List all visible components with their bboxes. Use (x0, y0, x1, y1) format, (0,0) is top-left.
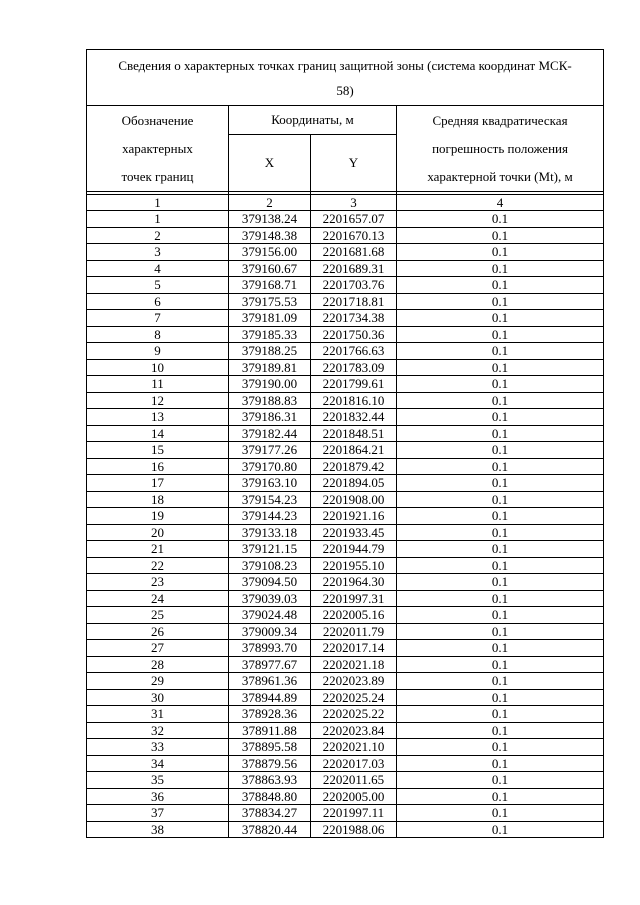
table-row (87, 574, 604, 591)
error-value-cell: 0.1 (397, 640, 604, 657)
point-number-cell: 33 (87, 739, 229, 756)
error-value-cell: 0.1 (397, 293, 604, 310)
x-coordinate-cell: 379189.81 (229, 359, 311, 376)
y-coordinate-cell: 2202011.79 (311, 623, 397, 640)
x-coordinate-cell: 378863.93 (229, 772, 311, 789)
error-value-cell: 0.1 (397, 722, 604, 739)
error-value-cell: 0.1 (397, 244, 604, 261)
x-coordinate-cell: 378911.88 (229, 722, 311, 739)
point-number-cell: 4 (87, 260, 229, 277)
error-value-cell: 0.1 (397, 673, 604, 690)
x-coordinate-cell: 378977.67 (229, 656, 311, 673)
error-value-cell: 0.1 (397, 343, 604, 360)
error-value-cell: 0.1 (397, 574, 604, 591)
x-coordinate-cell: 379188.83 (229, 392, 311, 409)
table-body (87, 50, 604, 838)
header-designation (87, 106, 229, 192)
point-number-cell: 30 (87, 689, 229, 706)
title-row (87, 50, 604, 106)
header-designation-line-1: Обозначение (121, 112, 194, 128)
y-coordinate-cell: 2202023.84 (311, 722, 397, 739)
x-coordinate-cell: 379170.80 (229, 458, 311, 475)
point-number-cell: 9 (87, 343, 229, 360)
x-coordinate-cell: 379160.67 (229, 260, 311, 277)
x-coordinate-cell: 379108.23 (229, 557, 311, 574)
point-number-cell: 13 (87, 409, 229, 426)
y-coordinate-cell: 2201908.00 (311, 491, 397, 508)
y-coordinate-cell: 2201933.45 (311, 524, 397, 541)
table-row (87, 359, 604, 376)
error-value-cell: 0.1 (397, 475, 604, 492)
table-row (87, 392, 604, 409)
point-number-cell: 22 (87, 557, 229, 574)
error-value-cell: 0.1 (397, 491, 604, 508)
table-row (87, 442, 604, 459)
x-coordinate-cell: 379188.25 (229, 343, 311, 360)
table-row (87, 788, 604, 805)
y-coordinate-cell: 2201944.79 (311, 541, 397, 558)
header-error-line-1: Средняя квадратическая (432, 112, 568, 128)
table-row (87, 772, 604, 789)
point-number-cell: 23 (87, 574, 229, 591)
table-row (87, 409, 604, 426)
error-value-cell: 0.1 (397, 277, 604, 294)
y-coordinate-cell: 2201750.36 (311, 326, 397, 343)
y-coordinate-cell: 2201864.21 (311, 442, 397, 459)
x-coordinate-cell: 378848.80 (229, 788, 311, 805)
error-value-cell: 0.1 (397, 425, 604, 442)
column-number: 1 (87, 195, 229, 211)
y-coordinate-cell: 2201921.16 (311, 508, 397, 525)
table-row (87, 244, 604, 261)
header-x: X (229, 135, 311, 192)
error-value-cell: 0.1 (397, 590, 604, 607)
point-number-cell: 37 (87, 805, 229, 822)
table-row (87, 805, 604, 822)
point-number-cell: 29 (87, 673, 229, 690)
x-coordinate-cell: 378928.36 (229, 706, 311, 723)
error-value-cell: 0.1 (397, 821, 604, 838)
x-coordinate-cell: 379175.53 (229, 293, 311, 310)
table-row (87, 326, 604, 343)
table-row (87, 722, 604, 739)
y-coordinate-cell: 2202017.03 (311, 755, 397, 772)
x-coordinate-cell: 378834.27 (229, 805, 311, 822)
x-coordinate-cell: 379156.00 (229, 244, 311, 261)
x-coordinate-cell: 378944.89 (229, 689, 311, 706)
x-coordinate-cell: 379121.15 (229, 541, 311, 558)
y-coordinate-cell: 2201703.76 (311, 277, 397, 294)
x-coordinate-cell: 379168.71 (229, 277, 311, 294)
header-y: Y (311, 135, 397, 192)
header-row-top (87, 106, 604, 135)
point-number-cell: 36 (87, 788, 229, 805)
error-value-cell: 0.1 (397, 508, 604, 525)
x-coordinate-cell: 379186.31 (229, 409, 311, 426)
error-value-cell: 0.1 (397, 623, 604, 640)
x-coordinate-cell: 379024.48 (229, 607, 311, 624)
table-row (87, 508, 604, 525)
point-number-cell: 18 (87, 491, 229, 508)
table-row (87, 821, 604, 838)
error-value-cell: 0.1 (397, 755, 604, 772)
error-value-cell: 0.1 (397, 458, 604, 475)
y-coordinate-cell: 2201799.61 (311, 376, 397, 393)
x-coordinate-cell: 379177.26 (229, 442, 311, 459)
x-coordinate-cell: 379144.23 (229, 508, 311, 525)
y-coordinate-cell: 2202021.18 (311, 656, 397, 673)
x-coordinate-cell: 378961.36 (229, 673, 311, 690)
error-value-cell: 0.1 (397, 442, 604, 459)
point-number-cell: 14 (87, 425, 229, 442)
point-number-cell: 5 (87, 277, 229, 294)
x-coordinate-cell: 379039.03 (229, 590, 311, 607)
y-coordinate-cell: 2201766.63 (311, 343, 397, 360)
table-row (87, 475, 604, 492)
table-row (87, 607, 604, 624)
error-value-cell: 0.1 (397, 656, 604, 673)
x-coordinate-cell: 379154.23 (229, 491, 311, 508)
table-row (87, 739, 604, 756)
error-value-cell: 0.1 (397, 260, 604, 277)
point-number-cell: 16 (87, 458, 229, 475)
point-number-cell: 32 (87, 722, 229, 739)
table-title (87, 50, 604, 106)
x-coordinate-cell: 378895.58 (229, 739, 311, 756)
y-coordinate-cell: 2202017.14 (311, 640, 397, 657)
table-row (87, 557, 604, 574)
y-coordinate-cell: 2201964.30 (311, 574, 397, 591)
table-row (87, 227, 604, 244)
y-coordinate-cell: 2201734.38 (311, 310, 397, 327)
point-number-cell: 28 (87, 656, 229, 673)
header-error (397, 106, 604, 192)
table-row (87, 623, 604, 640)
table-row (87, 656, 604, 673)
point-number-cell: 26 (87, 623, 229, 640)
table-row (87, 343, 604, 360)
y-coordinate-cell: 2201879.42 (311, 458, 397, 475)
error-value-cell: 0.1 (397, 376, 604, 393)
y-coordinate-cell: 2201670.13 (311, 227, 397, 244)
error-value-cell: 0.1 (397, 772, 604, 789)
error-value-cell: 0.1 (397, 359, 604, 376)
table-row (87, 310, 604, 327)
table-row (87, 524, 604, 541)
error-value-cell: 0.1 (397, 326, 604, 343)
x-coordinate-cell: 379094.50 (229, 574, 311, 591)
x-coordinate-cell: 378820.44 (229, 821, 311, 838)
table-title-line-1: Сведения о характерных точках границ защитной зоны (система координат МСК- (118, 57, 572, 73)
y-coordinate-cell: 2202025.24 (311, 689, 397, 706)
y-coordinate-cell: 2201848.51 (311, 425, 397, 442)
boundary-points-table (86, 49, 604, 838)
y-coordinate-cell: 2201689.31 (311, 260, 397, 277)
point-number-cell: 38 (87, 821, 229, 838)
x-coordinate-cell: 379133.18 (229, 524, 311, 541)
error-value-cell: 0.1 (397, 788, 604, 805)
x-coordinate-cell: 378879.56 (229, 755, 311, 772)
x-coordinate-cell: 379182.44 (229, 425, 311, 442)
table-title-line-2: 58) (336, 82, 354, 98)
point-number-cell: 24 (87, 590, 229, 607)
point-number-cell: 7 (87, 310, 229, 327)
y-coordinate-cell: 2201894.05 (311, 475, 397, 492)
error-value-cell: 0.1 (397, 227, 604, 244)
y-coordinate-cell: 2201681.68 (311, 244, 397, 261)
y-coordinate-cell: 2201988.06 (311, 821, 397, 838)
error-value-cell: 0.1 (397, 557, 604, 574)
x-coordinate-cell: 379181.09 (229, 310, 311, 327)
table-row (87, 376, 604, 393)
table-row (87, 260, 604, 277)
point-number-cell: 1 (87, 211, 229, 228)
error-value-cell: 0.1 (397, 310, 604, 327)
point-number-cell: 20 (87, 524, 229, 541)
error-value-cell: 0.1 (397, 706, 604, 723)
y-coordinate-cell: 2201718.81 (311, 293, 397, 310)
table-row (87, 425, 604, 442)
error-value-cell: 0.1 (397, 392, 604, 409)
table-row (87, 491, 604, 508)
error-value-cell: 0.1 (397, 739, 604, 756)
y-coordinate-cell: 2202005.00 (311, 788, 397, 805)
error-value-cell: 0.1 (397, 524, 604, 541)
y-coordinate-cell: 2202023.89 (311, 673, 397, 690)
y-coordinate-cell: 2202005.16 (311, 607, 397, 624)
column-number: 2 (229, 195, 311, 211)
y-coordinate-cell: 2201816.10 (311, 392, 397, 409)
point-number-cell: 19 (87, 508, 229, 525)
point-number-cell: 15 (87, 442, 229, 459)
header-error-line-3: характерной точки (Mt), м (427, 168, 573, 184)
x-coordinate-cell: 379190.00 (229, 376, 311, 393)
table-row (87, 293, 604, 310)
point-number-cell: 17 (87, 475, 229, 492)
error-value-cell: 0.1 (397, 805, 604, 822)
point-number-cell: 34 (87, 755, 229, 772)
y-coordinate-cell: 2201955.10 (311, 557, 397, 574)
error-value-cell: 0.1 (397, 409, 604, 426)
column-number: 4 (397, 195, 604, 211)
error-value-cell: 0.1 (397, 541, 604, 558)
y-coordinate-cell: 2202025.22 (311, 706, 397, 723)
point-number-cell: 12 (87, 392, 229, 409)
table-row (87, 689, 604, 706)
table-row (87, 458, 604, 475)
header-designation-line-3: точек границ (121, 168, 194, 184)
x-coordinate-cell: 378993.70 (229, 640, 311, 657)
y-coordinate-cell: 2202011.65 (311, 772, 397, 789)
x-coordinate-cell: 379185.33 (229, 326, 311, 343)
point-number-cell: 35 (87, 772, 229, 789)
table-row (87, 755, 604, 772)
point-number-cell: 25 (87, 607, 229, 624)
column-number: 3 (311, 195, 397, 211)
y-coordinate-cell: 2201657.07 (311, 211, 397, 228)
point-number-cell: 2 (87, 227, 229, 244)
point-number-cell: 11 (87, 376, 229, 393)
table-row (87, 590, 604, 607)
x-coordinate-cell: 379009.34 (229, 623, 311, 640)
table-row (87, 706, 604, 723)
y-coordinate-cell: 2201832.44 (311, 409, 397, 426)
error-value-cell: 0.1 (397, 689, 604, 706)
point-number-cell: 8 (87, 326, 229, 343)
column-numbers-row (87, 195, 604, 211)
point-number-cell: 6 (87, 293, 229, 310)
header-coordinates: Координаты, м (229, 106, 397, 135)
header-error-line-2: погрешность положения (432, 140, 568, 156)
error-value-cell: 0.1 (397, 607, 604, 624)
point-number-cell: 3 (87, 244, 229, 261)
x-coordinate-cell: 379148.38 (229, 227, 311, 244)
x-coordinate-cell: 379138.24 (229, 211, 311, 228)
point-number-cell: 27 (87, 640, 229, 657)
point-number-cell: 21 (87, 541, 229, 558)
point-number-cell: 10 (87, 359, 229, 376)
x-coordinate-cell: 379163.10 (229, 475, 311, 492)
table-row (87, 277, 604, 294)
y-coordinate-cell: 2201997.31 (311, 590, 397, 607)
header-designation-line-2: характерных (122, 140, 193, 156)
table-row (87, 541, 604, 558)
point-number-cell: 31 (87, 706, 229, 723)
y-coordinate-cell: 2201783.09 (311, 359, 397, 376)
y-coordinate-cell: 2202021.10 (311, 739, 397, 756)
table-row (87, 673, 604, 690)
error-value-cell: 0.1 (397, 211, 604, 228)
table-row (87, 211, 604, 228)
y-coordinate-cell: 2201997.11 (311, 805, 397, 822)
table-row (87, 640, 604, 657)
